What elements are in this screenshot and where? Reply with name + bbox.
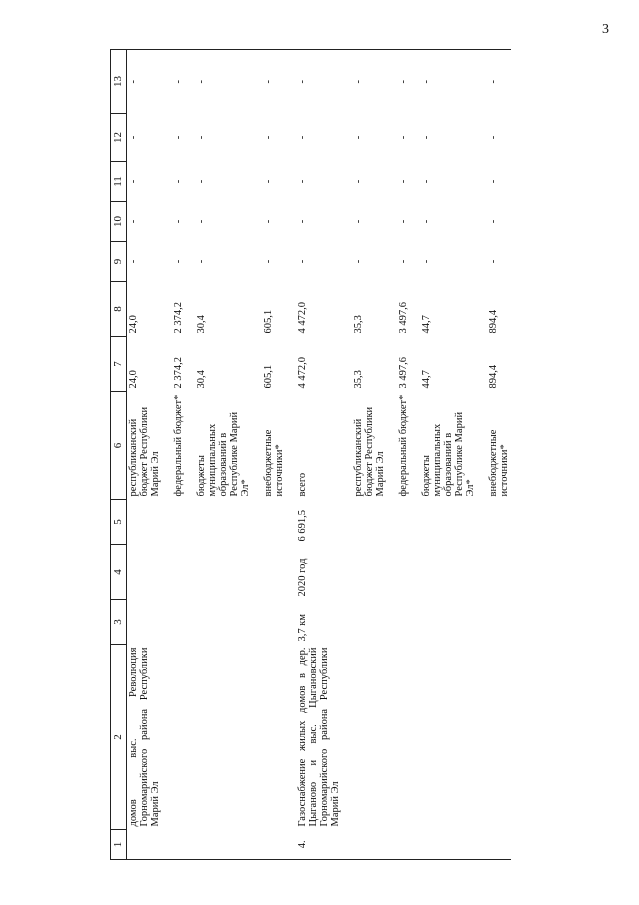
spacer-cell [185, 50, 195, 114]
spacer-cell [387, 830, 397, 860]
spacer-cell [252, 600, 262, 645]
table-cell: - [398, 259, 409, 264]
spacer-cell [410, 392, 420, 500]
table-cell [262, 600, 286, 645]
table-cell [352, 645, 387, 830]
table-cell [397, 545, 410, 600]
spacer-cell [410, 282, 420, 337]
spacer-cell [410, 50, 420, 114]
table-row [296, 50, 342, 860]
table-cell: - [397, 50, 410, 114]
table-cell: 30,4 [196, 370, 207, 389]
spacer-cell [286, 337, 296, 392]
spacer-cell [162, 242, 172, 282]
table-cell: внебюджетные источники* [488, 429, 510, 497]
spacer-cell [286, 600, 296, 645]
spacer-cell [410, 242, 420, 282]
spacer-cell [477, 545, 487, 600]
table-cell [195, 545, 252, 600]
spacer-cell [252, 114, 262, 162]
spacer-cell [286, 114, 296, 162]
spacer-cell [477, 830, 487, 860]
table-cell: - [421, 259, 432, 264]
table-cell: 2 374,2 [173, 357, 184, 389]
table-row [172, 50, 185, 860]
spacer-cell [477, 282, 487, 337]
table-cell [262, 545, 286, 600]
table-cell [487, 830, 511, 860]
table-cell [487, 545, 511, 600]
table-cell [195, 500, 252, 545]
spacer-cell [162, 337, 172, 392]
table-cell [420, 645, 477, 830]
table-cell: 2020 год [297, 558, 308, 597]
table-cell: 605,1 [263, 364, 274, 389]
table-row [195, 50, 252, 860]
spacer-cell [477, 645, 487, 830]
spacer-cell [477, 50, 487, 114]
table-cell [195, 830, 252, 860]
spacer-cell [410, 500, 420, 545]
spacer-cell [477, 162, 487, 202]
table-row [262, 50, 286, 860]
table-cell: 3,7 км [297, 614, 308, 642]
table-cell: 44,7 [421, 315, 432, 334]
table-cell [262, 830, 286, 860]
table-cell: 30,4 [196, 315, 207, 334]
table-cell: - [128, 179, 139, 184]
table-cell: - [488, 259, 499, 264]
spacer-cell [185, 600, 195, 645]
spacer-cell [252, 830, 262, 860]
table-cell: внебюджетные источники* [263, 429, 285, 497]
table-cell: - [488, 135, 499, 140]
table-cell: - [263, 219, 274, 224]
spacer-cell [162, 282, 172, 337]
spacer-cell [387, 242, 397, 282]
spacer-cell [185, 242, 195, 282]
table-cell [172, 830, 185, 860]
table-cell: всего [297, 472, 308, 497]
table-cell: - [488, 219, 499, 224]
spacer-cell [286, 162, 296, 202]
spacer-cell [477, 202, 487, 242]
spacer-cell [387, 50, 397, 114]
table-cell: - [173, 179, 184, 184]
table-cell: 3 497,6 [398, 302, 409, 334]
table-row [352, 50, 387, 860]
spacer-cell [410, 337, 420, 392]
table-cell: федеральный бюджет* [398, 394, 409, 497]
header-cell: 1 [111, 830, 127, 860]
table-cell: - [173, 219, 184, 224]
table-cell: - [263, 259, 274, 264]
spacer-cell [342, 500, 352, 545]
spacer-cell [286, 202, 296, 242]
spacer-cell [477, 500, 487, 545]
spacer-cell [410, 162, 420, 202]
spacer-cell [387, 600, 397, 645]
table-cell [487, 645, 511, 830]
spacer-cell [162, 50, 172, 114]
spacer-cell [342, 545, 352, 600]
table-cell [352, 600, 387, 645]
table-cell: - [297, 135, 308, 140]
table-cell: - [173, 259, 184, 264]
spacer-cell [410, 202, 420, 242]
table-row [397, 50, 410, 860]
financing-table [110, 49, 511, 860]
table-cell: 2 374,2 [173, 302, 184, 334]
table-cell: бюджеты муниципальных образований в Республике Марий Эл* [421, 411, 476, 497]
table-cell: 4 472,0 [297, 302, 308, 334]
spacer-cell [342, 645, 352, 830]
page-number: 3 [602, 22, 609, 37]
table-cell: - [353, 219, 364, 224]
spacer-cell [252, 242, 262, 282]
table-body [127, 50, 512, 860]
table-cell [172, 600, 185, 645]
table-cell: - [353, 135, 364, 140]
spacer-cell [342, 392, 352, 500]
spacer-cell [185, 337, 195, 392]
table-cell [172, 645, 185, 830]
table-cell: - [398, 179, 409, 184]
spacer-cell [185, 645, 195, 830]
spacer-cell [477, 337, 487, 392]
spacer-cell [286, 545, 296, 600]
table-cell: - [353, 179, 364, 184]
table-cell: - [263, 179, 274, 184]
spacer-cell [252, 645, 262, 830]
header-cell: 11 [111, 162, 127, 202]
row-spacer [477, 50, 487, 860]
spacer-cell [342, 162, 352, 202]
spacer-cell [286, 242, 296, 282]
spacer-cell [252, 162, 262, 202]
header-cell: 3 [111, 600, 127, 645]
table-cell [420, 545, 477, 600]
spacer-cell [185, 500, 195, 545]
spacer-cell [477, 600, 487, 645]
spacer-cell [387, 114, 397, 162]
table-cell [172, 500, 185, 545]
spacer-cell [162, 114, 172, 162]
table-cell: - [195, 50, 252, 114]
spacer-cell [162, 162, 172, 202]
spacer-cell [477, 242, 487, 282]
table-cell: 6 691,5 [297, 510, 308, 542]
spacer-cell [477, 114, 487, 162]
table-cell: - [128, 219, 139, 224]
table-cell: 35,3 [353, 370, 364, 389]
table-cell [397, 500, 410, 545]
spacer-cell [387, 282, 397, 337]
spacer-cell [162, 500, 172, 545]
spacer-cell [162, 202, 172, 242]
table-cell: - [196, 259, 207, 264]
table-cell: - [420, 50, 477, 114]
spacer-cell [162, 830, 172, 860]
table-cell [397, 600, 410, 645]
table-cell: - [173, 135, 184, 140]
table-cell: - [262, 50, 286, 114]
spacer-cell [342, 202, 352, 242]
table-cell [487, 500, 511, 545]
table-cell [420, 600, 477, 645]
table-cell [487, 600, 511, 645]
table-cell: - [172, 50, 185, 114]
spacer-cell [387, 392, 397, 500]
table-cell [352, 500, 387, 545]
spacer-cell [252, 500, 262, 545]
table-cell: - [128, 135, 139, 140]
rotated-page [0, 50, 639, 860]
table-cell: - [398, 219, 409, 224]
table-cell: - [297, 259, 308, 264]
spacer-cell [185, 162, 195, 202]
row-spacer [342, 50, 352, 860]
spacer-cell [162, 392, 172, 500]
spacer-cell [410, 114, 420, 162]
spacer-cell [342, 337, 352, 392]
row-spacer [286, 50, 296, 860]
spacer-cell [387, 337, 397, 392]
table-cell: - [296, 50, 342, 114]
spacer-cell [162, 545, 172, 600]
header-cell: 9 [111, 242, 127, 282]
header-cell: 12 [111, 114, 127, 162]
table-cell: бюджеты муниципальных образований в Республике Марий Эл* [196, 411, 251, 497]
table-cell [397, 830, 410, 860]
table-cell: 894,4 [488, 364, 499, 389]
header-cell: 5 [111, 500, 127, 545]
table-row [127, 50, 163, 860]
row-spacer [252, 50, 262, 860]
table-cell: 35,3 [353, 315, 364, 334]
spacer-cell [387, 500, 397, 545]
table-cell [352, 830, 387, 860]
spacer-cell [252, 50, 262, 114]
table-cell [420, 500, 477, 545]
spacer-cell [342, 282, 352, 337]
spacer-cell [252, 337, 262, 392]
table-cell: 24,0 [128, 315, 139, 334]
table-cell: Газоснабжение жилых домов в дер. Цыганово и выс. Цыгановский Горномарийского района Республики Марий Эл [297, 647, 341, 827]
spacer-cell [252, 202, 262, 242]
spacer-cell [387, 162, 397, 202]
table-cell [127, 500, 163, 545]
spacer-cell [286, 392, 296, 500]
spacer-cell [286, 645, 296, 830]
table-cell [127, 545, 163, 600]
table-row [487, 50, 511, 860]
spacer-cell [286, 500, 296, 545]
spacer-cell [252, 545, 262, 600]
table-cell [195, 600, 252, 645]
spacer-cell [185, 392, 195, 500]
table-cell: - [297, 219, 308, 224]
table-cell: - [488, 179, 499, 184]
table-cell: - [196, 135, 207, 140]
header-cell: 7 [111, 337, 127, 392]
table-cell: республиканский бюджет Республики Марий Эл [353, 406, 386, 497]
spacer-cell [342, 830, 352, 860]
table-cell: - [353, 259, 364, 264]
spacer-cell [387, 645, 397, 830]
spacer-cell [410, 830, 420, 860]
spacer-cell [162, 645, 172, 830]
header-row [111, 50, 127, 860]
row-spacer [162, 50, 172, 860]
spacer-cell [252, 282, 262, 337]
header-cell: 2 [111, 645, 127, 830]
table-cell: - [398, 135, 409, 140]
spacer-cell [410, 545, 420, 600]
table-cell [420, 830, 477, 860]
row-spacer [410, 50, 420, 860]
table-cell: - [421, 135, 432, 140]
table-cell [127, 830, 163, 860]
row-spacer [387, 50, 397, 860]
spacer-cell [185, 830, 195, 860]
table-cell: 4 472,0 [297, 357, 308, 389]
spacer-cell [387, 202, 397, 242]
table-cell [397, 645, 410, 830]
header-cell: 6 [111, 392, 127, 500]
table-cell: - [196, 179, 207, 184]
spacer-cell [387, 545, 397, 600]
spacer-cell [410, 645, 420, 830]
table-cell: 4. [296, 830, 342, 860]
table-cell: - [127, 50, 163, 114]
table-cell: 605,1 [263, 309, 274, 334]
spacer-cell [185, 114, 195, 162]
table-cell [172, 545, 185, 600]
spacer-cell [286, 50, 296, 114]
header-cell: 8 [111, 282, 127, 337]
table-cell: - [421, 179, 432, 184]
table-cell: республиканский бюджет Республики Марий Эл [128, 406, 161, 497]
spacer-cell [410, 600, 420, 645]
table-cell: - [128, 259, 139, 264]
spacer-cell [342, 600, 352, 645]
header-cell: 4 [111, 545, 127, 600]
spacer-cell [286, 282, 296, 337]
table-cell: - [352, 50, 387, 114]
spacer-cell [185, 545, 195, 600]
table-cell [262, 500, 286, 545]
spacer-cell [342, 50, 352, 114]
table-cell: - [297, 179, 308, 184]
table-cell [262, 645, 286, 830]
table-row [420, 50, 477, 860]
table-cell: домов выс. Революция Горномарийского района Республики Марий Эл [128, 647, 161, 827]
header-cell: 13 [111, 50, 127, 114]
spacer-cell [185, 202, 195, 242]
header-cell: 10 [111, 202, 127, 242]
table-cell: 44,7 [421, 370, 432, 389]
table-cell [352, 545, 387, 600]
spacer-cell [162, 600, 172, 645]
table-cell [127, 600, 163, 645]
table-cell: 894,4 [488, 309, 499, 334]
table-cell: федеральный бюджет* [173, 394, 184, 497]
row-spacer [185, 50, 195, 860]
spacer-cell [477, 392, 487, 500]
table-cell: - [487, 50, 511, 114]
table-cell: - [263, 135, 274, 140]
spacer-cell [185, 282, 195, 337]
spacer-cell [286, 830, 296, 860]
spacer-cell [342, 114, 352, 162]
table-cell: 24,0 [128, 370, 139, 389]
table-cell [195, 645, 252, 830]
table-cell: - [421, 219, 432, 224]
table-cell: 3 497,6 [398, 357, 409, 389]
spacer-cell [252, 392, 262, 500]
table-cell: - [196, 219, 207, 224]
spacer-cell [342, 242, 352, 282]
